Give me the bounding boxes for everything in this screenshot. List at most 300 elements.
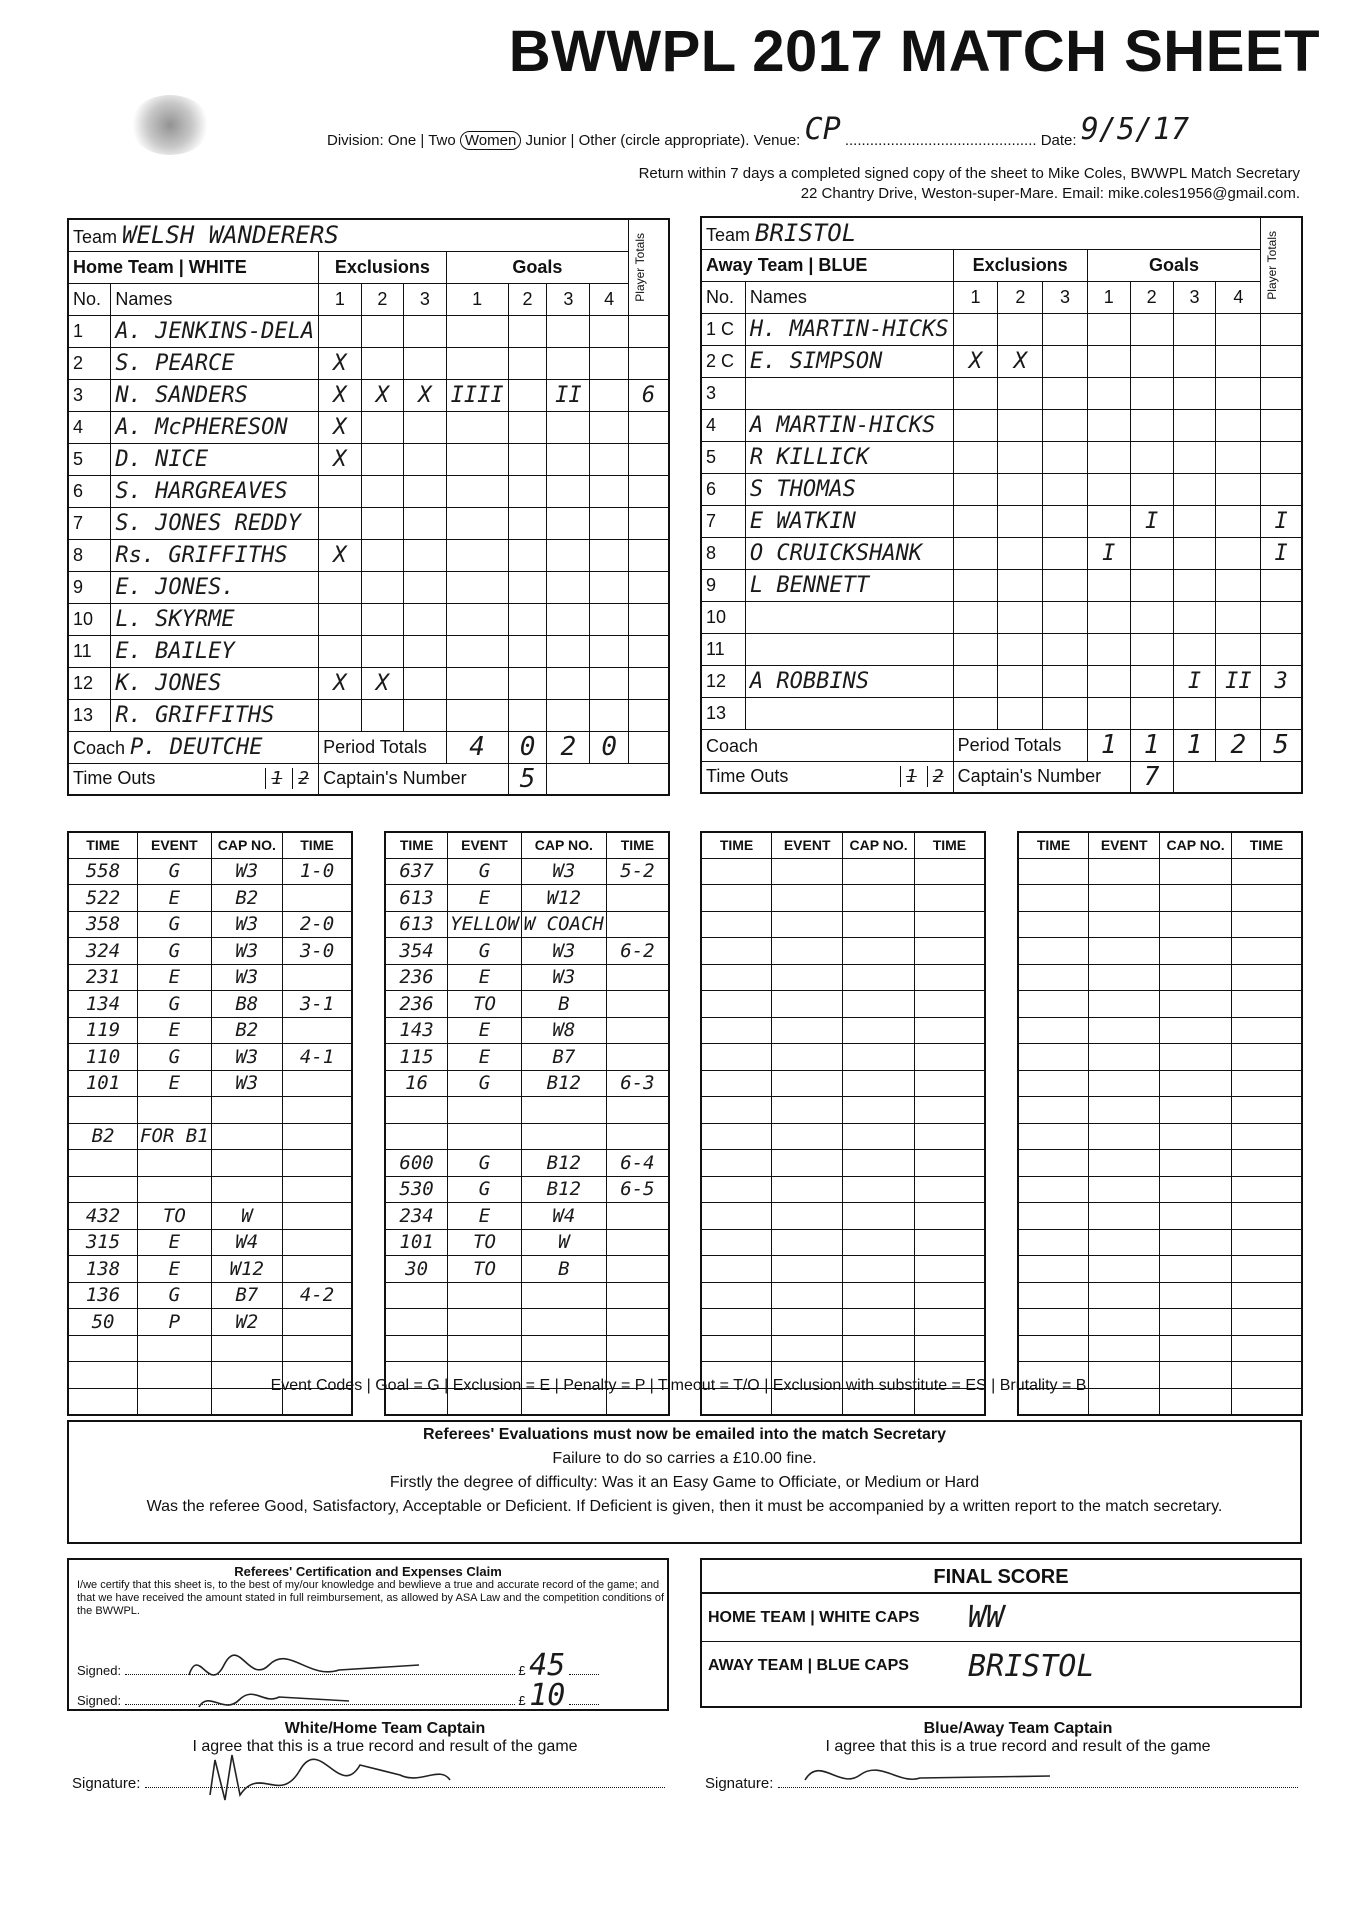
exclusion-2: [998, 633, 1043, 665]
event-cell: 6-3: [606, 1070, 669, 1097]
event-cell: E: [138, 1256, 212, 1283]
player-total: [629, 699, 669, 731]
event-cell: [701, 1256, 772, 1283]
away-period-total-3: 1: [1173, 729, 1216, 761]
player-name-value: S. PEARCE: [115, 350, 235, 376]
final-away-label: AWAY TEAM | BLUE CAPS: [708, 1657, 909, 1674]
player-totals-header: Player Totals: [629, 219, 669, 315]
event-cell: B7: [521, 1044, 606, 1071]
event-cell: [1018, 1070, 1089, 1097]
date-label: Date:: [1040, 132, 1077, 149]
event-cell: [1160, 991, 1232, 1018]
event-cell: [1018, 885, 1089, 912]
event-cell: 6-4: [606, 1150, 669, 1177]
goals-q4: [1216, 473, 1261, 505]
final-score-box: [700, 1558, 1302, 1708]
event-cell: [1089, 1123, 1160, 1150]
player-total-value: I: [1274, 508, 1288, 534]
event-cell: [448, 1097, 522, 1124]
event-cell: [606, 1203, 669, 1230]
event-cell: [1160, 1229, 1232, 1256]
player-name: [111, 347, 319, 379]
event-cell: [385, 1123, 448, 1150]
exclusion-1: [953, 409, 998, 441]
player-name: [745, 633, 953, 665]
ink-stain: [130, 95, 210, 155]
home-roster-table: [67, 218, 670, 796]
event-header-event: EVENT: [448, 832, 522, 858]
player-total: [629, 507, 669, 539]
event-cell: [1089, 911, 1160, 938]
event-cell: [914, 858, 985, 885]
player-name-value: K. JONES: [115, 670, 222, 696]
exclusion-3: [1043, 377, 1088, 409]
event-row: [1018, 1123, 1302, 1150]
player-name: [745, 697, 953, 729]
event-cell: [772, 1176, 843, 1203]
event-cell: [914, 1335, 985, 1362]
event-cell: [1160, 1256, 1232, 1283]
exclusion-2: [361, 379, 404, 411]
exclusion-2: [361, 507, 404, 539]
goal-col-2: 2: [1130, 281, 1173, 313]
event-cell: [282, 1256, 352, 1283]
event-cell: 119: [68, 1017, 138, 1044]
event-cell: [68, 1335, 138, 1362]
player-number: [68, 699, 111, 731]
event-row: [68, 1176, 352, 1203]
event-cell: [1231, 858, 1302, 885]
player-number: [701, 569, 745, 601]
goals-q3: [547, 379, 590, 411]
event-cell: [1160, 858, 1232, 885]
goals-q3: [1173, 601, 1216, 633]
event-cell: [282, 1176, 352, 1203]
event-cell: [1160, 964, 1232, 991]
event-cell: [914, 1097, 985, 1124]
event-cell: [211, 1097, 282, 1124]
goals-q1: [1087, 665, 1130, 697]
event-cell: 600: [385, 1150, 448, 1177]
event-cell: [1089, 1176, 1160, 1203]
player-number: [701, 633, 745, 665]
event-cell: [772, 858, 843, 885]
home-player-row: [68, 379, 669, 411]
player-number: [68, 507, 111, 539]
event-cell: 4-2: [282, 1282, 352, 1309]
event-cell: E: [448, 885, 522, 912]
event-cell: 143: [385, 1017, 448, 1044]
ref-eval-title: Referees' Evaluations must now be emailed into the match Secretary: [422, 1426, 947, 1443]
event-table-1: [67, 831, 353, 1416]
player-name-value: Rs. GRIFFITHS: [115, 542, 288, 568]
player-name: [111, 315, 319, 347]
event-row: [385, 938, 669, 965]
player-name-value: O CRUICKSHANK: [749, 540, 923, 566]
event-row: [701, 1203, 985, 1230]
event-row: [1018, 991, 1302, 1018]
event-row: [385, 1229, 669, 1256]
event-row: [701, 938, 985, 965]
event-cell: [843, 1309, 915, 1336]
event-row: [385, 1123, 669, 1150]
goals-q4: [590, 507, 629, 539]
event-cell: [1018, 938, 1089, 965]
player-number-value: 5: [73, 448, 84, 469]
player-total: [629, 379, 669, 411]
player-total-value: 6: [641, 382, 656, 408]
event-cell: [521, 1335, 606, 1362]
event-cell: [1231, 1309, 1302, 1336]
goals-q4: [1216, 665, 1261, 697]
event-cell: [1089, 1203, 1160, 1230]
event-cell: W8: [521, 1017, 606, 1044]
event-cell: [772, 911, 843, 938]
player-number-value: 2: [73, 352, 84, 373]
player-total: [629, 539, 669, 571]
event-cell: [772, 991, 843, 1018]
goals-q4: [1216, 537, 1261, 569]
event-row: [701, 1044, 985, 1071]
event-row: [68, 911, 352, 938]
event-cell: [1231, 911, 1302, 938]
exclusion-2: [998, 697, 1043, 729]
event-row: [68, 1097, 352, 1124]
ex-col-2: 2: [361, 283, 404, 315]
goals-q1: [446, 539, 508, 571]
event-row: [701, 1070, 985, 1097]
event-cell: [606, 1256, 669, 1283]
event-row: [68, 1282, 352, 1309]
exclusion-1: [953, 665, 998, 697]
event-cell: [1089, 1097, 1160, 1124]
goals-q2: [1130, 633, 1173, 665]
away-player-row: [701, 409, 1302, 441]
player-number-value: 13: [706, 702, 727, 723]
event-cell: [282, 1017, 352, 1044]
referee-evaluation-box: [67, 1420, 1302, 1544]
away-player-row: [701, 697, 1302, 729]
event-cell: [448, 1282, 522, 1309]
away-player-rows: [701, 313, 1302, 729]
exclusion-2-value: X: [375, 670, 389, 696]
event-cell: 30: [385, 1256, 448, 1283]
event-cell: [772, 1229, 843, 1256]
goals-q3: [1173, 697, 1216, 729]
event-row: [385, 1150, 669, 1177]
away-coach-cell: Coach: [701, 729, 953, 761]
event-row: [701, 1097, 985, 1124]
player-total: [1261, 537, 1302, 569]
event-cell: [772, 1017, 843, 1044]
event-cell: [843, 1150, 915, 1177]
exclusion-1: [319, 347, 362, 379]
away-captain-signature: [800, 1750, 1060, 1800]
event-cell: [914, 885, 985, 912]
event-cell: [1089, 1282, 1160, 1309]
goals-q4: [1216, 633, 1261, 665]
goals-q1: [446, 475, 508, 507]
player-name: [745, 313, 953, 345]
player-name-value: R KILLICK: [749, 444, 870, 470]
event-cell: [914, 991, 985, 1018]
event-cell: W3: [521, 964, 606, 991]
event-cell: [701, 938, 772, 965]
event-cell: [606, 1097, 669, 1124]
return-line-2: 22 Chantry Drive, Weston-super-Mare. Email: mike.coles1956@gmail.com.: [800, 185, 1300, 202]
event-cell: [701, 858, 772, 885]
player-name: [111, 667, 319, 699]
exclusion-2: [998, 569, 1043, 601]
event-cell: [1089, 1070, 1160, 1097]
event-cell: [282, 1123, 352, 1150]
event-cell: [1018, 1176, 1089, 1203]
event-cell: [1160, 1097, 1232, 1124]
event-cell: [1160, 938, 1232, 965]
names-header: Names: [745, 281, 953, 313]
event-cell: [772, 1044, 843, 1071]
event-cell: [606, 1229, 669, 1256]
home-team-cell: [68, 219, 629, 251]
event-cell: G: [138, 1282, 212, 1309]
goals-q1: [1087, 345, 1130, 377]
event-cell: [772, 1203, 843, 1230]
event-cell: [1231, 1150, 1302, 1177]
goals-q3: [547, 315, 590, 347]
player-number-value: 9: [73, 576, 84, 597]
home-player-row: [68, 443, 669, 475]
goals-q4: [1216, 505, 1261, 537]
final-home-label: HOME TEAM | WHITE CAPS: [708, 1608, 920, 1626]
event-cell: 231: [68, 964, 138, 991]
event-cell: [211, 1123, 282, 1150]
event-cell: W3: [521, 938, 606, 965]
event-cell: [843, 1203, 915, 1230]
home-captain-title: White/Home Team Captain: [284, 1720, 486, 1737]
event-cell: W4: [521, 1203, 606, 1230]
exclusion-1-value: X: [333, 542, 347, 568]
away-team-cell: [701, 217, 1261, 249]
goals-q4: [1216, 345, 1261, 377]
ex-col-1: 1: [319, 283, 362, 315]
no-header: No.: [68, 283, 111, 315]
event-row: [701, 1150, 985, 1177]
final-home-row: [702, 1594, 1300, 1642]
goals-q4: [1216, 409, 1261, 441]
event-cell: [1231, 1335, 1302, 1362]
player-number-value: 3: [73, 384, 84, 405]
event-cell: [1089, 1044, 1160, 1071]
home-player-row: [68, 699, 669, 731]
event-cell: E: [448, 1044, 522, 1071]
player-number: [68, 379, 111, 411]
referee-signatures: [179, 1635, 439, 1715]
ex-col-3: 3: [404, 283, 447, 315]
exclusion-1-value: X: [333, 446, 347, 472]
player-number: [701, 377, 745, 409]
event-cell: [701, 1123, 772, 1150]
event-cell: [1089, 1335, 1160, 1362]
event-row: [701, 1017, 985, 1044]
goals-q1: [446, 603, 508, 635]
exclusion-1: [953, 345, 998, 377]
event-cell: [1018, 1150, 1089, 1177]
event-cell: [1018, 1335, 1089, 1362]
player-number: [701, 601, 745, 633]
goals-q4: [590, 667, 629, 699]
player-total: [1261, 601, 1302, 633]
player-total-value: 3: [1274, 668, 1288, 694]
away-player-row: [701, 505, 1302, 537]
goal-col-3: 3: [1173, 281, 1216, 313]
event-cell: [1231, 1123, 1302, 1150]
player-total: [629, 603, 669, 635]
event-row: [385, 911, 669, 938]
home-period-total-1: 4: [446, 731, 508, 763]
exclusion-3: [1043, 409, 1088, 441]
event-cell: [1231, 1044, 1302, 1071]
goals-q2: [1130, 505, 1173, 537]
event-cell: [914, 1256, 985, 1283]
division-other: Other (circle appropriate).: [578, 132, 750, 149]
player-number: [701, 313, 745, 345]
player-total: [1261, 633, 1302, 665]
event-cell: W: [211, 1203, 282, 1230]
ref-eval-line-1: Failure to do so carries a £10.00 fine.: [552, 1450, 817, 1467]
event-cell: 101: [68, 1070, 138, 1097]
event-cell: 234: [385, 1203, 448, 1230]
exclusion-3: [404, 507, 447, 539]
away-player-row: [701, 569, 1302, 601]
event-cell: TO: [448, 1256, 522, 1283]
player-number-value: 12: [706, 670, 727, 691]
goals-q4: [590, 475, 629, 507]
exclusion-1-value: X: [333, 350, 347, 376]
goals-q2: [508, 315, 547, 347]
exclusion-3: [1043, 569, 1088, 601]
event-header-time2: TIME: [606, 832, 669, 858]
goals-q1: [446, 699, 508, 731]
event-row: [68, 1203, 352, 1230]
event-cell: [521, 1123, 606, 1150]
player-name-value: D. NICE: [115, 446, 209, 472]
event-row: [68, 1017, 352, 1044]
event-cell: [68, 1097, 138, 1124]
exclusion-3: [404, 379, 447, 411]
event-cell: TO: [448, 1229, 522, 1256]
event-cell: 50: [68, 1309, 138, 1336]
goals-q2: [1130, 473, 1173, 505]
player-name: [745, 601, 953, 633]
exclusion-1-value: X: [333, 382, 347, 408]
event-cell: 358: [68, 911, 138, 938]
exclusion-2: [998, 441, 1043, 473]
event-cell: [843, 1176, 915, 1203]
event-cell: 236: [385, 964, 448, 991]
event-cell: 236: [385, 991, 448, 1018]
event-row: [1018, 1229, 1302, 1256]
player-total: [629, 411, 669, 443]
event-cell: [1089, 885, 1160, 912]
exclusion-2-value: X: [1013, 348, 1027, 374]
away-captain-title: Blue/Away Team Captain: [923, 1720, 1113, 1737]
event-cell: B7: [211, 1282, 282, 1309]
event-cell: [701, 991, 772, 1018]
period-totals-label: Period Totals: [953, 729, 1087, 761]
player-number-value: 4: [73, 416, 84, 437]
exclusion-1-value: X: [968, 348, 983, 374]
player-number: [68, 475, 111, 507]
final-score-title: FINAL SCORE: [702, 1560, 1300, 1594]
event-cell: [385, 1282, 448, 1309]
player-number: [68, 347, 111, 379]
event-cell: [1018, 858, 1089, 885]
event-cell: W3: [211, 858, 282, 885]
player-total: [1261, 313, 1302, 345]
player-name: [111, 379, 319, 411]
event-cell: [1089, 938, 1160, 965]
exclusion-2: [361, 443, 404, 475]
event-row: [385, 1335, 669, 1362]
event-cell: [1089, 1256, 1160, 1283]
event-cell: 134: [68, 991, 138, 1018]
player-total: [629, 347, 669, 379]
away-period-total-1: 1: [1087, 729, 1130, 761]
goals-q1: [1087, 473, 1130, 505]
away-captain-agree: I agree that this is a true record and result of the game: [825, 1738, 1211, 1755]
venue-label: Venue:: [753, 132, 801, 149]
event-row: [1018, 1150, 1302, 1177]
goals-q3: [547, 347, 590, 379]
period-totals-label: Period Totals: [319, 731, 447, 763]
event-cell: [282, 964, 352, 991]
player-name-value: A. JENKINS-DELA: [115, 318, 315, 344]
goal-col-2: 2: [508, 283, 547, 315]
exclusion-3: [404, 667, 447, 699]
event-cell: [1018, 1229, 1089, 1256]
event-cell: [606, 1017, 669, 1044]
event-cell: [843, 938, 915, 965]
goals-q1: [446, 443, 508, 475]
player-name: [745, 409, 953, 441]
event-cell: [843, 1070, 915, 1097]
exclusion-3: [404, 699, 447, 731]
event-cell: [914, 1123, 985, 1150]
event-cell: [701, 1176, 772, 1203]
event-row: [385, 1309, 669, 1336]
exclusion-2: [361, 315, 404, 347]
event-cell: [606, 911, 669, 938]
goals-q4: [590, 443, 629, 475]
event-row: [68, 1229, 352, 1256]
event-cell: E: [138, 885, 212, 912]
event-cell: [282, 885, 352, 912]
player-number-value: 7: [73, 512, 84, 533]
home-captain-agree: I agree that this is a true record and result of the game: [192, 1738, 578, 1755]
player-number: [701, 345, 745, 377]
event-cell: [1018, 1097, 1089, 1124]
goals-q3: [1173, 569, 1216, 601]
home-period-total-4: 0: [590, 731, 629, 763]
exclusion-3: [1043, 633, 1088, 665]
event-cell: [1160, 885, 1232, 912]
event-cell: W3: [211, 938, 282, 965]
event-cell: 6-5: [606, 1176, 669, 1203]
player-total: [629, 635, 669, 667]
event-cell: E: [138, 1017, 212, 1044]
event-cell: G: [138, 991, 212, 1018]
event-cell: G: [138, 938, 212, 965]
